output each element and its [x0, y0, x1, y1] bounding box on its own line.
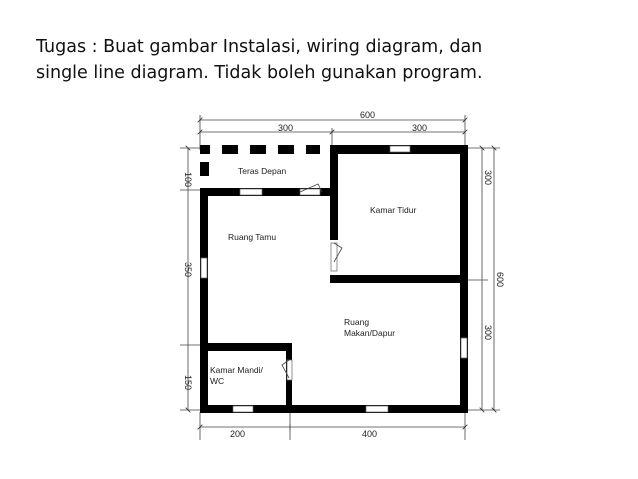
window-kamar-mandi	[233, 406, 253, 412]
room-label-mandi-1: Kamar Mandi/	[210, 365, 263, 375]
dim-right-total: 600	[495, 272, 505, 288]
dim-bottom-right: 400	[362, 429, 378, 439]
room-label-kamar-tidur: Kamar Tidur	[370, 205, 417, 215]
dim-bottom-left: 200	[230, 429, 246, 439]
dimension-left	[180, 148, 200, 410]
room-label-ruang-tamu: Ruang Tamu	[228, 232, 277, 242]
window-ruang-tamu	[240, 189, 262, 195]
dim-left-bottom: 150	[183, 375, 193, 391]
window-right	[461, 338, 467, 358]
dim-top-left: 300	[278, 123, 294, 133]
dim-left-middle: 350	[183, 262, 193, 278]
task-title-line-1: Tugas : Buat gambar Instalasi, wiring diagram, dan	[36, 37, 483, 57]
dim-top-right: 300	[412, 123, 428, 133]
door-kamar-tidur	[331, 243, 337, 271]
door-front	[300, 189, 320, 195]
room-label-makan-2: Makan/Dapur	[344, 328, 396, 338]
dim-right-top: 300	[483, 170, 493, 186]
dim-right-bottom: 300	[483, 325, 493, 341]
room-label-makan-1: Ruang	[344, 317, 370, 327]
dimension-right	[465, 148, 500, 410]
task-title-line-2: single line diagram. Tidak boleh gunakan program.	[36, 63, 483, 83]
door-kamar-mandi	[287, 360, 292, 380]
window-dapur	[366, 406, 388, 412]
dim-top-total: 600	[360, 110, 376, 120]
dim-left-top: 100	[183, 172, 193, 188]
window-left	[201, 258, 207, 278]
room-label-teras: Teras Depan	[238, 166, 287, 176]
window-kamar-tidur	[390, 146, 410, 152]
room-label-mandi-2: WC	[210, 376, 225, 386]
